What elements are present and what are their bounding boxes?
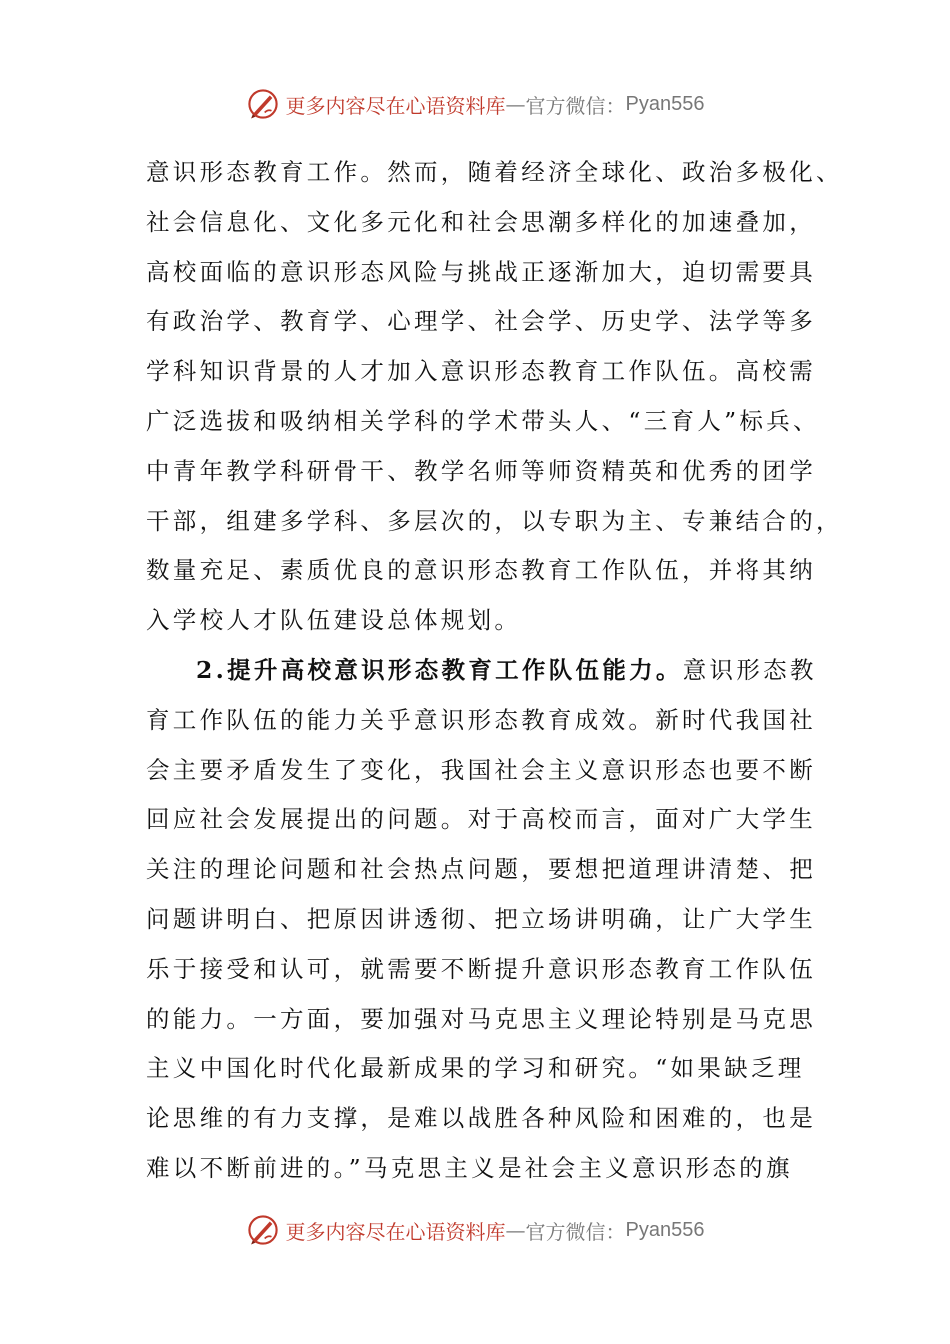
section-heading: 2.提升高校意识形态教育工作队伍能力。: [196, 655, 683, 684]
text-line: 育工作队伍的能力关乎意识形态教育成效。新时代我国社: [146, 705, 816, 734]
text-line: 论思维的有力支撑，是难以战胜各种风险和困难的，也是: [146, 1104, 816, 1133]
text-line: 问题讲明白、把原因讲透彻、把立场讲明确，让广大学生: [146, 904, 816, 933]
text-line: 关注的理论问题和社会热点问题，要想把道理讲清楚、把: [146, 855, 816, 884]
text-line: 高校面临的意识形态风险与挑战正逐渐加大，迫切需要具: [146, 257, 816, 286]
text-line: 回应社会发展提出的问题。对于高校而言，面对广大学生: [146, 805, 816, 834]
footer-banner: [0, 1210, 950, 1250]
banner-dash: —: [505, 92, 526, 116]
text-line: 学科知识背景的人才加入意识形态教育工作队伍。高校需: [146, 357, 816, 386]
text-line: 主义中国化时代化最新成果的学习和研究。“如果缺乏理: [146, 1054, 805, 1083]
heading-continuation: 意识形态教: [682, 655, 817, 684]
text-line: 入学校人才队伍建设总体规划。: [146, 606, 522, 635]
text-line: 的能力。一方面，要加强对马克思主义理论特别是马克思: [146, 1004, 816, 1033]
text-line: 广泛选拔和吸纳相关学科的学术带头人、“三育人”标兵、: [146, 406, 820, 435]
text-line: 数量充足、素质优良的意识形态教育工作队伍，并将其纳: [146, 556, 816, 585]
text-line: 中青年教学科研骨干、教学名师等师资精英和优秀的团学: [146, 456, 816, 485]
banner-brand-text: 更多内容尽在心语资料库: [285, 1219, 506, 1244]
text-line: 乐于接受和认可，就需要不断提升意识形态教育工作队伍: [146, 954, 816, 983]
text-line: 难以不断前进的。”马克思主义是社会主义意识形态的旗: [146, 1153, 793, 1182]
text-line: 意识形态教育工作。然而，随着经济全球化、政治多极化、: [146, 158, 843, 186]
banner-wechat-label: 官方微信：: [525, 93, 626, 118]
text-line: 有政治学、教育学、心理学、社会学、历史学、法学等多: [146, 307, 816, 336]
banner-brand-text: 更多内容尽在心语资料库: [285, 93, 506, 118]
pen-logo-icon: [246, 1213, 280, 1247]
banner-handle: Pyan556: [625, 92, 705, 115]
text-line: 会主要矛盾发生了变化，我国社会主义意识形态也要不断: [146, 755, 816, 784]
banner-dash: —: [505, 1218, 526, 1242]
header-banner: [0, 84, 950, 124]
text-line: 社会信息化、文化多元化和社会思潮多样化的加速叠加，: [146, 207, 816, 236]
document-body: [146, 148, 843, 1194]
section-heading-line: [146, 646, 817, 696]
banner-wechat-label: 官方微信：: [525, 1219, 626, 1244]
text-line: 干部，组建多学科、多层次的，以专职为主、专兼结合的，: [146, 506, 843, 535]
banner-handle: Pyan556: [625, 1218, 705, 1241]
pen-logo-icon: [246, 87, 280, 121]
